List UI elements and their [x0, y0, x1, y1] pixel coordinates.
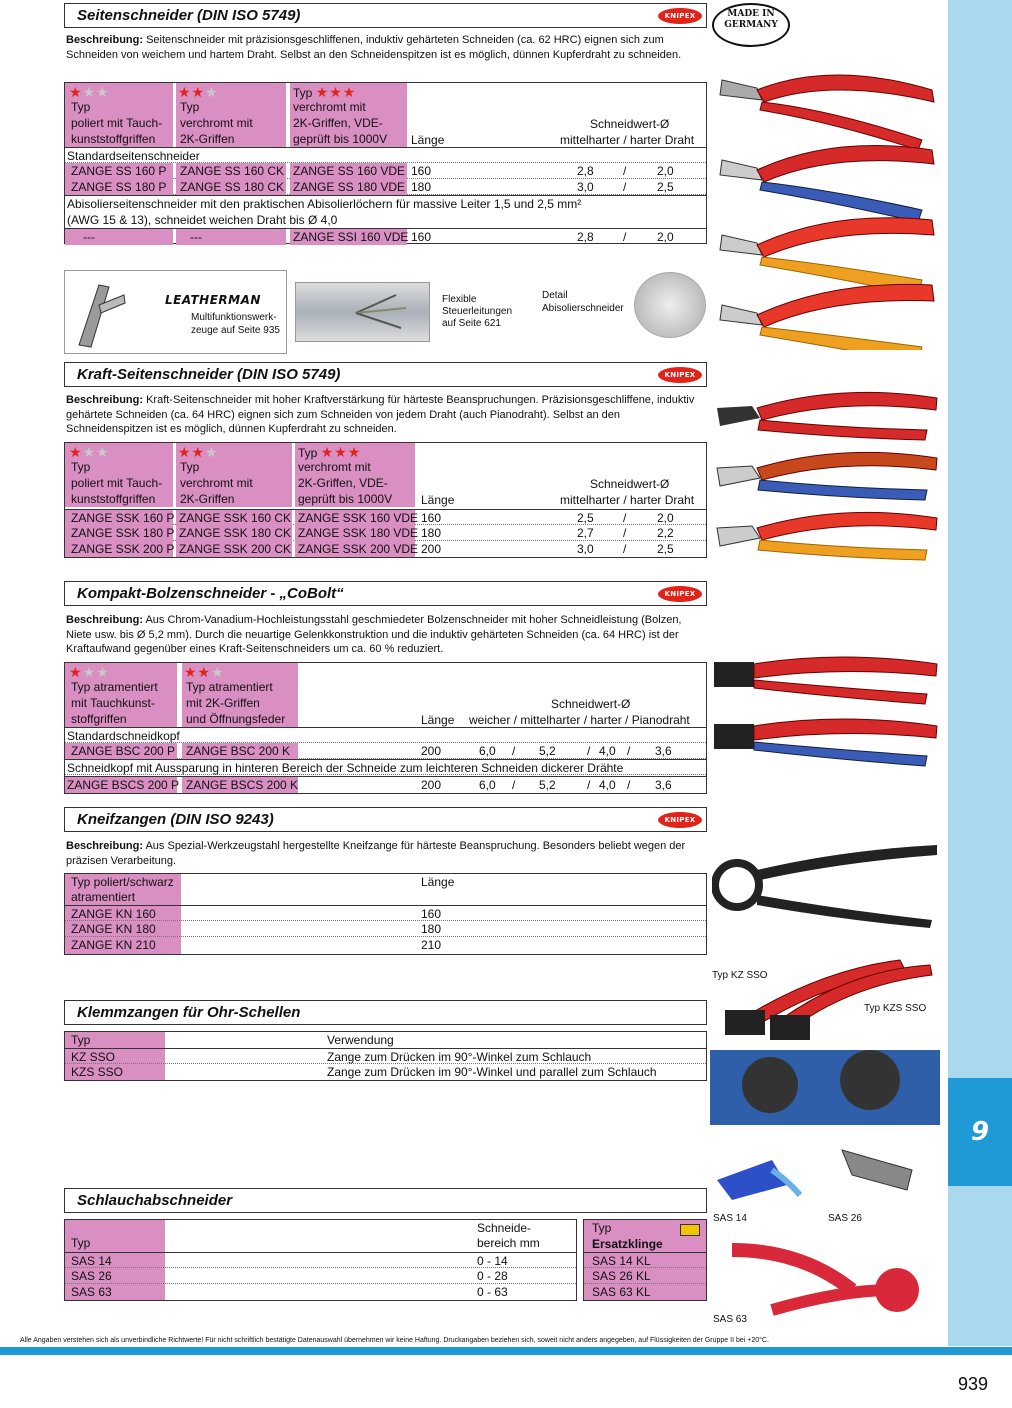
- knipex-logo: KNIPEX: [658, 367, 702, 383]
- section-title-kraft-seitenschneider: [64, 362, 707, 387]
- table-ersatzklinge: Typ Ersatzklinge SAS 14 KL SAS 26 KL SAS 63 KL: [583, 1219, 707, 1301]
- section-heading: Kompakt-Bolzenschneider - „CoBolt“: [77, 585, 344, 602]
- cable-ad[interactable]: [295, 282, 430, 342]
- cable-icon: [296, 283, 431, 343]
- ear-clamp-pliers-image: [710, 950, 940, 1125]
- table-kneifzangen: Typ poliert/schwarz atramentiert Länge ZANGE KN 160 160 ZANGE KN 180 180 ZANGE KN 210 210: [64, 873, 707, 955]
- made-in-germany-stamp: MADE IN GERMANY: [712, 3, 790, 47]
- section-heading: Schlauchabschneider: [77, 1192, 233, 1209]
- table-row: SAS 26 0 - 28: [65, 1268, 576, 1284]
- caption: SAS 26: [828, 1213, 862, 1224]
- section-heading: Kneifzangen (DIN ISO 9243): [77, 811, 274, 828]
- table-row: ZANGE SSK 180 P ZANGE SSK 180 CK ZANGE SSK 180 VDE 180 2,7 / 2,2: [65, 525, 706, 541]
- table-row: ZANGE KN 210 210: [71, 938, 442, 952]
- footnote: Alle Angaben verstehen sich als unverbindliche Richtwerte! Für nicht schriftlich bestätigte Datenauswahl übernehmen wir keine Haftung. Druckangaben beziehen sich, soweit nicht anders angegeben, auf Flüssigkeiten der Gruppe II bei +20°C.: [20, 1337, 769, 1344]
- section-title-klemmzangen: [64, 1000, 707, 1025]
- table-row: ZANGE SS 160 P ZANGE SS 160 CK ZANGE SS 160 VDE 160 2,8 / 2,0: [65, 163, 706, 179]
- knipex-logo: KNIPEX: [658, 586, 702, 602]
- table-row: ZANGE KN 160 160: [65, 905, 706, 921]
- section-heading: Klemmzangen für Ohr-Schellen: [77, 1004, 301, 1021]
- description: Beschreibung: Kraft-Seitenschneider mit hoher Kraftverstärkung für härteste Beanspruchungen. Präzisionsgeschliffene, induktiv gehärtete Schneiden (ca. 64 HRC) eignen sich zum Schneiden von jedem Draht (auch Pianodraht). Selbst an den Schneidenspitzen ist es möglich, dünnen Kupferdraht zu schneiden.: [66, 394, 695, 436]
- description: Beschreibung: Aus Spezial-Werkzeugstahl hergestellte Kneifzange für härteste Beanspruchung. Besonders beliebt wegen der präzisen Verarbeitung.: [66, 840, 686, 867]
- table-row: ZANGE KN 180 180: [65, 921, 706, 937]
- page-number: 939: [958, 1374, 989, 1394]
- section-title-bolzenschneider: [64, 581, 707, 606]
- section-title-kneifzangen: [64, 807, 707, 832]
- table-row: ZANGE SS 180 P ZANGE SS 180 CK ZANGE SS 180 VDE 180 3,0 / 2,5: [65, 179, 706, 195]
- table-row: ZANGE BSCS 200 P ZANGE BSCS 200 K 200 6,0 / 5,2 / 4,0 / 3,6: [65, 776, 706, 792]
- table-schlauchabschneider: Typ Schneide- bereich mm SAS 14 0 - 14 SAS 26 0 - 28 SAS 63 0 - 63: [64, 1219, 577, 1301]
- multitool-icon: [69, 275, 129, 351]
- section-heading: Kraft-Seitenschneider (DIN ISO 5749): [77, 366, 341, 383]
- table-row: SAS 63 0 - 63: [71, 1285, 508, 1299]
- caption: SAS 63: [713, 1314, 747, 1325]
- bottom-bar: [0, 1347, 1012, 1355]
- leatherman-ad[interactable]: LEATHERMAN Multifunktionswerk- zeuge auf Seite 935: [64, 270, 287, 354]
- table-row: ZANGE SSK 200 P ZANGE SSK 200 CK ZANGE SSK 200 VDE 200 3,0 / 2,5: [65, 541, 706, 557]
- table-seitenschneider: ★★★ Typ poliert mit Tauch- kunststoffgriffen ★★★ Typ verchromt mit 2K-Griffen Typ ★★★ verchromt mit 2K-Griffen, VDE- geprüft bis 1000V Länge Schneidwert-Ø mittelharter / harter Draht Standardseitenschneider ZANGE SS 160 P ZANGE SS 160 CK ZANGE SS 160 VDE 160 2,8 / 2,0 ZANGE SS 180 P ZANGE SS 180 CK ZANGE SS 180 VDE 180 3,0 / 2,5 Abisolierseitenschneider mit den praktischen Abisolierlöchern für massive Leiter 1,5 und 2,5 mm² (AWG 15 & 13), schneidet weichen Draht bis Ø 4,0 --- --- ZANGE SSI 160 VDE 160 2,8 / 2,0: [64, 82, 707, 244]
- table-row: SAS 63 KL: [592, 1285, 651, 1299]
- side-cutter-images: [712, 50, 942, 350]
- leatherman-logo: LEATHERMAN: [165, 293, 261, 307]
- table-row: KZ SSO Zange zum Drücken im 90°-Winkel zum Schlauch: [65, 1048, 706, 1064]
- caption: SAS 14: [713, 1213, 747, 1224]
- chapter-tab[interactable]: 9: [948, 1078, 1012, 1186]
- table-row: SAS 14 KL: [584, 1252, 706, 1268]
- stripper-detail-image: [634, 272, 706, 338]
- end-cutter-image: [712, 840, 942, 930]
- side-strip: [948, 0, 1012, 1078]
- description: Beschreibung: Aus Chrom-Vanadium-Hochleistungsstahl geschmiedeter Bolzenschneider mit hoher Schneidleistung (Bolzen, Niete usw. bis Ø 5,2 mm). Durch die neuartige Gelenkkonstruktion und die induktiv gehärteten Schneiden (ca. 64 HRC) ist der Kraftaufwand gegenüber eines Kraft-Seitenschneiders um ca. 60 % reduziert.: [66, 614, 682, 656]
- caption: Typ KZ SSO: [712, 970, 768, 981]
- table-kraft-seitenschneider: ★★★ Typ poliert mit Tauch- kunststoffgriffen ★★★ Typ verchromt mit 2K-Griffen Typ ★★★ verchromt mit 2K-Griffen, VDE- geprüft bis 1000V Länge Schneidwert-Ø mittelharter / harter Draht ZANGE SSK 160 P ZANGE SSK 160 CK ZANGE SSK 160 VDE 160 2,5 / 2,0 ZANGE SSK 180 P ZANGE SSK 180 CK ZANGE SSK 180 VDE 180 2,7 / 2,2 ZANGE SSK 200 P ZANGE SSK 200 CK ZANGE SSK 200 VDE 200 3,0 / 2,5: [64, 442, 707, 558]
- blade-icon: [680, 1224, 700, 1236]
- description: Beschreibung: Seitenschneider mit präzisionsgeschliffenen, induktiv gehärteten Schneiden (ca. 62 HRC) eignen sich zum Schneiden von weichem und hartem Draht. Selbst an den Schneidenspitzen ist es möglich, dünnen Kupferdraht zu schneiden.: [66, 34, 682, 61]
- section-heading: Seitenschneider (DIN ISO 5749): [77, 7, 301, 24]
- table-row: SAS 26 KL: [584, 1268, 706, 1284]
- table-row: ZANGE SSK 160 P ZANGE SSK 160 CK ZANGE SSK 160 VDE 160 2,5 / 2,0: [65, 509, 706, 525]
- table-row: KZS SSO Zange zum Drücken im 90°-Winkel und parallel zum Schlauch: [71, 1065, 657, 1079]
- knipex-logo: KNIPEX: [658, 812, 702, 828]
- table-klemmzangen: Typ Verwendung KZ SSO Zange zum Drücken im 90°-Winkel zum Schlauch KZS SSO Zange zum Drücken im 90°-Winkel und parallel zum Schlauch: [64, 1031, 707, 1081]
- power-cutter-images: [712, 388, 942, 578]
- bolt-cutter-images: [712, 652, 942, 772]
- side-strip-lower: [948, 1186, 1012, 1346]
- knipex-logo: KNIPEX: [658, 8, 702, 24]
- hose-cutter-images: [712, 1140, 942, 1320]
- table-row: SAS 14 0 - 14: [65, 1252, 576, 1268]
- section-title-schlauchabschneider: [64, 1188, 707, 1213]
- table-row: ZANGE BSC 200 P ZANGE BSC 200 K 200 6,0 / 5,2 / 4,0 / 3,6: [65, 743, 706, 759]
- section-title-seitenschneider: [64, 3, 707, 28]
- table-bolzenschneider: ★★★ Typ atramentiert mit Tauchkunst- stoffgriffen ★★★ Typ atramentiert mit 2K-Griffen und Öffnungsfeder Länge Schneidwert-Ø weicher / mittelharter / harter / Pianodraht Standardschneidkopf ZANGE BSC 200 P ZANGE BSC 200 K 200 6,0 / 5,2 / 4,0 / 3,6 Schneidkopf mit Aussparung in hinteren Bereich der Schneide zum leichteren Schneiden dickerer Drähte ZANGE BSCS 200 P ZANGE BSCS 200 K 200 6,0 / 5,2 / 4,0 / 3,6: [64, 662, 707, 794]
- table-row: --- --- ZANGE SSI 160 VDE 160 2,8 / 2,0: [65, 228, 706, 244]
- caption: Typ KZS SSO: [864, 1003, 927, 1014]
